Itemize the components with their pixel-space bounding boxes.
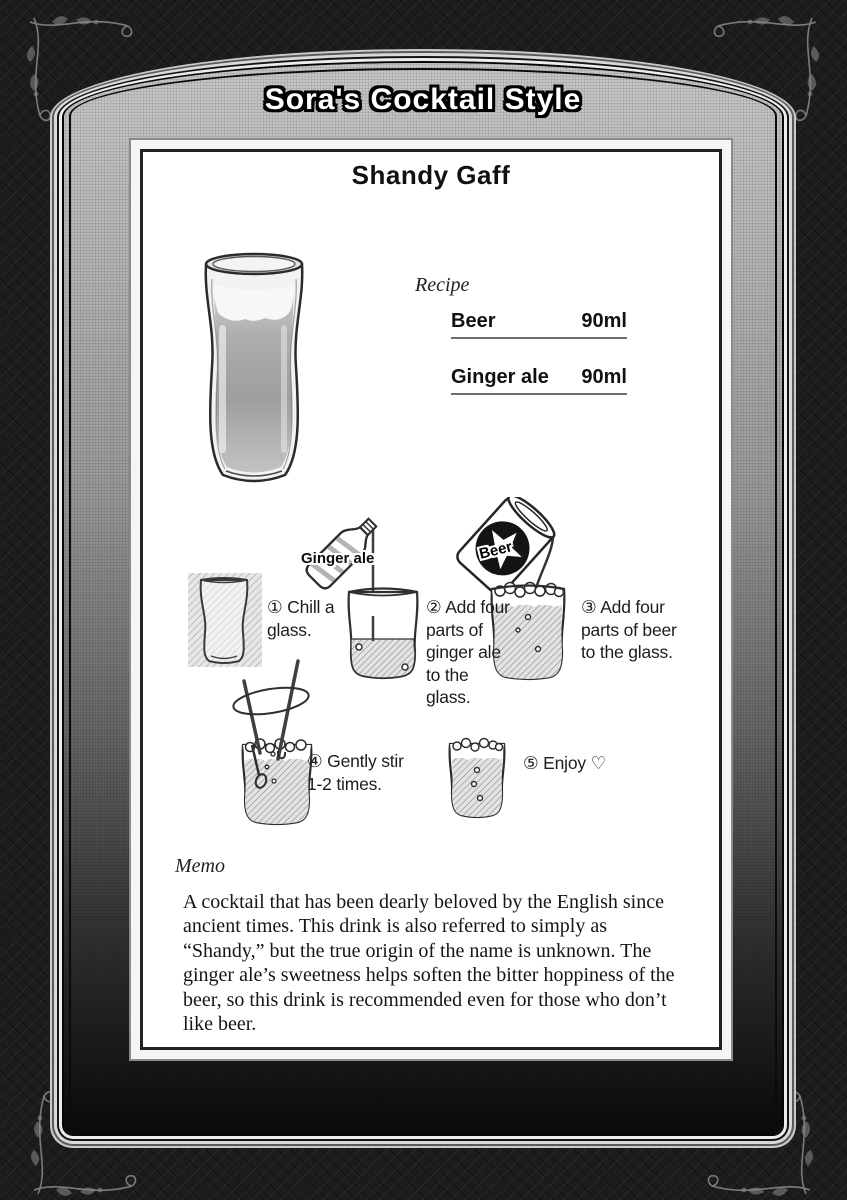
step-2-text: ② Add four parts of ginger ale to the glass.: [426, 597, 510, 707]
cocktail-name: Shandy Gaff: [351, 160, 511, 190]
ingredient-amount: 90ml: [581, 366, 627, 388]
ingredient-row: [451, 310, 627, 339]
recipe-card: [140, 149, 722, 1050]
ingredient-list: [451, 310, 627, 422]
ingredient-name: Ginger ale: [451, 366, 549, 388]
recipe-heading: Recipe: [415, 274, 470, 296]
step-5-number: ⑤: [523, 754, 539, 774]
banner-title: Sora's Cocktail Style: [264, 83, 582, 116]
step-2-number: ②: [426, 598, 442, 618]
step-1-text: ① Chill a glass.: [267, 597, 335, 641]
memo-heading: Memo: [175, 855, 225, 877]
step-4-text: ④ Gently stir 1-2 times.: [307, 751, 404, 795]
ginger-ale-bottle-label: Ginger ale: [301, 550, 375, 567]
beer-glass-illustration: [193, 249, 315, 489]
step-4-number: ④: [307, 752, 323, 772]
step-1-number: ①: [267, 598, 283, 618]
memo-text: A cocktail that has been dearly beloved by the English since ancient times. This drink is also referred to simply as “Shandy,” but the true origin of the name is unknown. The ginger ale’s sweetness helps soften the bitter hoppiness of the beer, so this drink is recommended even for those who don’t like beer.: [183, 891, 675, 1035]
ingredient-name: Beer: [451, 310, 496, 332]
arched-frame: [64, 63, 782, 1134]
ingredient-amount: 90ml: [581, 310, 627, 332]
step-5-text: ⑤ Enjoy ♡: [523, 753, 607, 774]
step-3-text: ③ Add four parts of beer to the glass.: [581, 597, 677, 663]
step5-finished-drink-illustration: [444, 732, 510, 824]
step1-chilled-glass-illustration: [187, 572, 263, 668]
step4-stir-illustration: [214, 657, 320, 827]
ingredient-row: [451, 366, 627, 395]
beer-can-label: Beer: [477, 538, 514, 563]
step-3-number: ③: [581, 598, 597, 618]
